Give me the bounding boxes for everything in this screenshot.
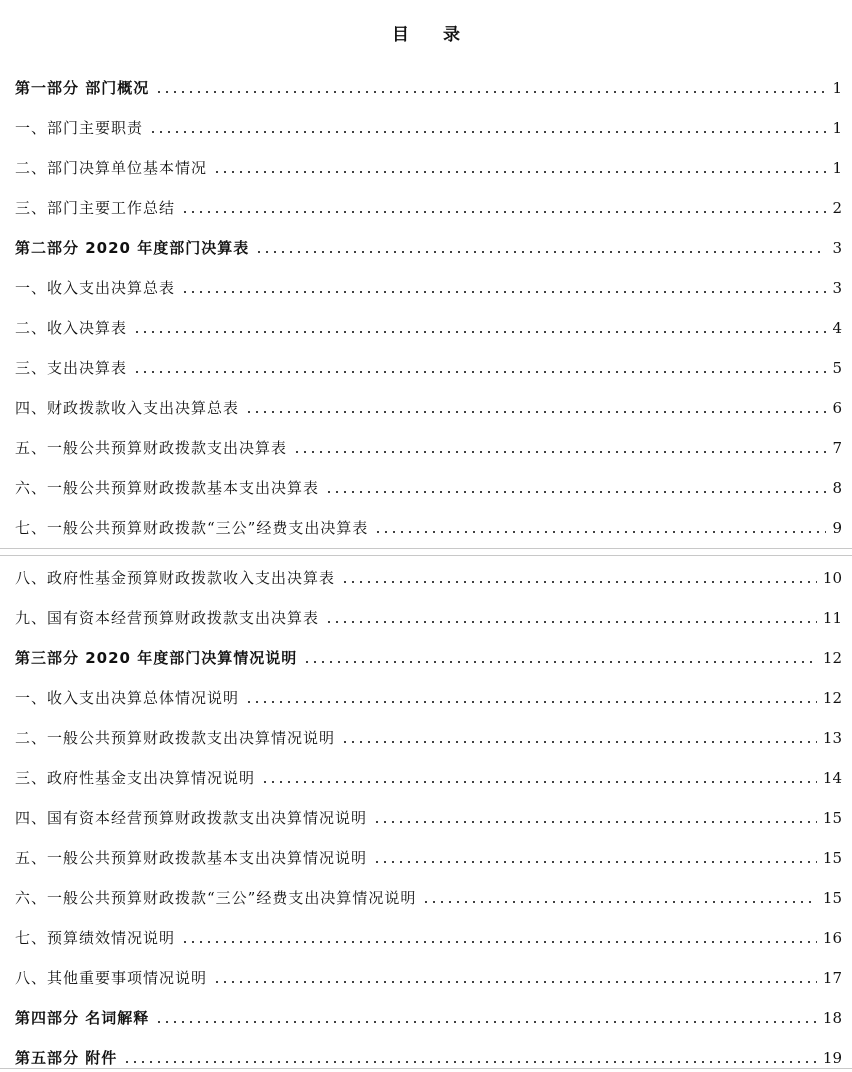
toc-entry[interactable]	[15, 726, 842, 748]
toc-entry-page-number: 3	[832, 239, 842, 257]
dot-leader	[133, 331, 826, 333]
toc-entry-label: 一、部门主要职责	[15, 119, 144, 137]
toc-entry[interactable]	[15, 196, 842, 218]
dot-leader	[123, 1061, 817, 1063]
toc-entry-page-number: 14	[822, 769, 842, 787]
dot-leader	[422, 901, 817, 903]
toc-entry-page-number: 3	[832, 279, 842, 297]
dot-leader	[325, 491, 826, 493]
toc-entry-label: 第三部分 2020 年度部门决算情况说明	[15, 649, 298, 667]
dot-leader	[149, 131, 826, 133]
page-break-divider	[0, 548, 852, 556]
toc-entry-label: 六、一般公共预算财政拨款“三公”经费支出决算情况说明	[15, 889, 417, 907]
toc-entry-label: 第五部分 附件	[15, 1049, 118, 1067]
dot-leader	[213, 981, 817, 983]
toc-entry[interactable]	[15, 606, 842, 628]
dot-leader	[245, 701, 817, 703]
toc-entry[interactable]	[15, 116, 842, 138]
toc-entry-page-number: 18	[822, 1009, 842, 1027]
toc-entry[interactable]	[15, 316, 842, 338]
toc-entry-label: 七、一般公共预算财政拨款“三公”经费支出决算表	[15, 519, 369, 537]
toc-entry-page-number: 13	[822, 729, 842, 747]
toc-entry-label: 二、一般公共预算财政拨款支出决算情况说明	[15, 729, 336, 747]
dot-leader	[181, 211, 826, 213]
toc-entry[interactable]	[15, 1046, 842, 1068]
toc-entry[interactable]	[15, 566, 842, 588]
toc-entry[interactable]	[15, 686, 842, 708]
toc-entry-label: 六、一般公共预算财政拨款基本支出决算表	[15, 479, 320, 497]
dot-leader	[325, 621, 817, 623]
dot-leader	[341, 581, 817, 583]
toc-entry-label: 五、一般公共预算财政拨款支出决算表	[15, 439, 288, 457]
toc-entry-page-number: 16	[822, 929, 842, 947]
toc-entry-label: 二、部门决算单位基本情况	[15, 159, 208, 177]
toc-entry-label: 五、一般公共预算财政拨款基本支出决算情况说明	[15, 849, 368, 867]
dot-leader	[303, 661, 817, 663]
toc-entry[interactable]	[15, 846, 842, 868]
toc-entry-page-number: 12	[822, 689, 842, 707]
dot-leader	[293, 451, 826, 453]
toc-entry-label: 三、支出决算表	[15, 359, 128, 377]
toc-entry-label: 三、政府性基金支出决算情况说明	[15, 769, 256, 787]
toc-entry-label: 四、国有资本经营预算财政拨款支出决算情况说明	[15, 809, 368, 827]
toc-entry-page-number: 9	[832, 519, 842, 537]
dot-leader	[341, 741, 817, 743]
toc-entry[interactable]	[15, 476, 842, 498]
toc-entry[interactable]	[15, 1006, 842, 1028]
toc-entry-page-number: 1	[832, 159, 842, 177]
toc-entry-page-number: 1	[832, 119, 842, 137]
toc-entry-label: 九、国有资本经营预算财政拨款支出决算表	[15, 609, 320, 627]
dot-leader	[181, 941, 817, 943]
toc-entry-page-number: 8	[832, 479, 842, 497]
toc-entry[interactable]	[15, 886, 842, 908]
dot-leader	[255, 251, 826, 253]
toc-entry-page-number: 5	[832, 359, 842, 377]
toc-entry-page-number: 15	[822, 809, 842, 827]
dot-leader	[245, 411, 826, 413]
toc-entry-page-number: 15	[822, 889, 842, 907]
toc-entry-label: 二、收入决算表	[15, 319, 128, 337]
toc-entry-page-number: 2	[832, 199, 842, 217]
toc-entry-label: 七、预算绩效情况说明	[15, 929, 176, 947]
toc-entry[interactable]	[15, 766, 842, 788]
toc-entry[interactable]	[15, 396, 842, 418]
toc-entry-page-number: 15	[822, 849, 842, 867]
toc-entry-page-number: 7	[832, 439, 842, 457]
toc-entry[interactable]	[15, 966, 842, 988]
toc-entry-label: 一、收入支出决算总表	[15, 279, 176, 297]
toc-entry[interactable]	[15, 926, 842, 948]
toc-entry-page-number: 12	[822, 649, 842, 667]
toc-entry-label: 一、收入支出决算总体情况说明	[15, 689, 240, 707]
dot-leader	[133, 371, 826, 373]
toc-entry-label: 第二部分 2020 年度部门决算表	[15, 239, 250, 257]
toc-entry-label: 第四部分 名词解释	[15, 1009, 150, 1027]
toc-entry-page-number: 17	[822, 969, 842, 987]
toc-entry[interactable]	[15, 516, 842, 538]
toc-entry-page-number: 4	[832, 319, 842, 337]
dot-leader	[374, 531, 826, 533]
toc-entry[interactable]	[15, 436, 842, 458]
dot-leader	[213, 171, 826, 173]
document-title: 目 录	[392, 25, 474, 45]
toc-entry[interactable]	[15, 646, 842, 668]
toc-entry-label: 四、财政拨款收入支出决算总表	[15, 399, 240, 417]
toc-entry-label: 八、其他重要事项情况说明	[15, 969, 208, 987]
toc-entry[interactable]	[15, 276, 842, 298]
toc-entry-page-number: 10	[822, 569, 842, 587]
toc-entry[interactable]	[15, 356, 842, 378]
page-bottom-divider	[0, 1068, 852, 1069]
toc-entry-label: 三、部门主要工作总结	[15, 199, 176, 217]
dot-leader	[373, 821, 817, 823]
toc-entry-page-number: 1	[832, 79, 842, 97]
toc-entry[interactable]	[15, 156, 842, 178]
toc-entry[interactable]	[15, 76, 842, 98]
dot-leader	[373, 861, 817, 863]
toc-entry-page-number: 11	[822, 609, 842, 627]
toc-entry-label: 第一部分 部门概况	[15, 79, 150, 97]
dot-leader	[155, 1021, 817, 1023]
toc-entry[interactable]	[15, 236, 842, 258]
toc-entry-page-number: 6	[832, 399, 842, 417]
dot-leader	[155, 91, 826, 93]
toc-entry[interactable]	[15, 806, 842, 828]
dot-leader	[181, 291, 826, 293]
toc-entry-page-number: 19	[822, 1049, 842, 1067]
dot-leader	[261, 781, 817, 783]
toc-entry-label: 八、政府性基金预算财政拨款收入支出决算表	[15, 569, 336, 587]
